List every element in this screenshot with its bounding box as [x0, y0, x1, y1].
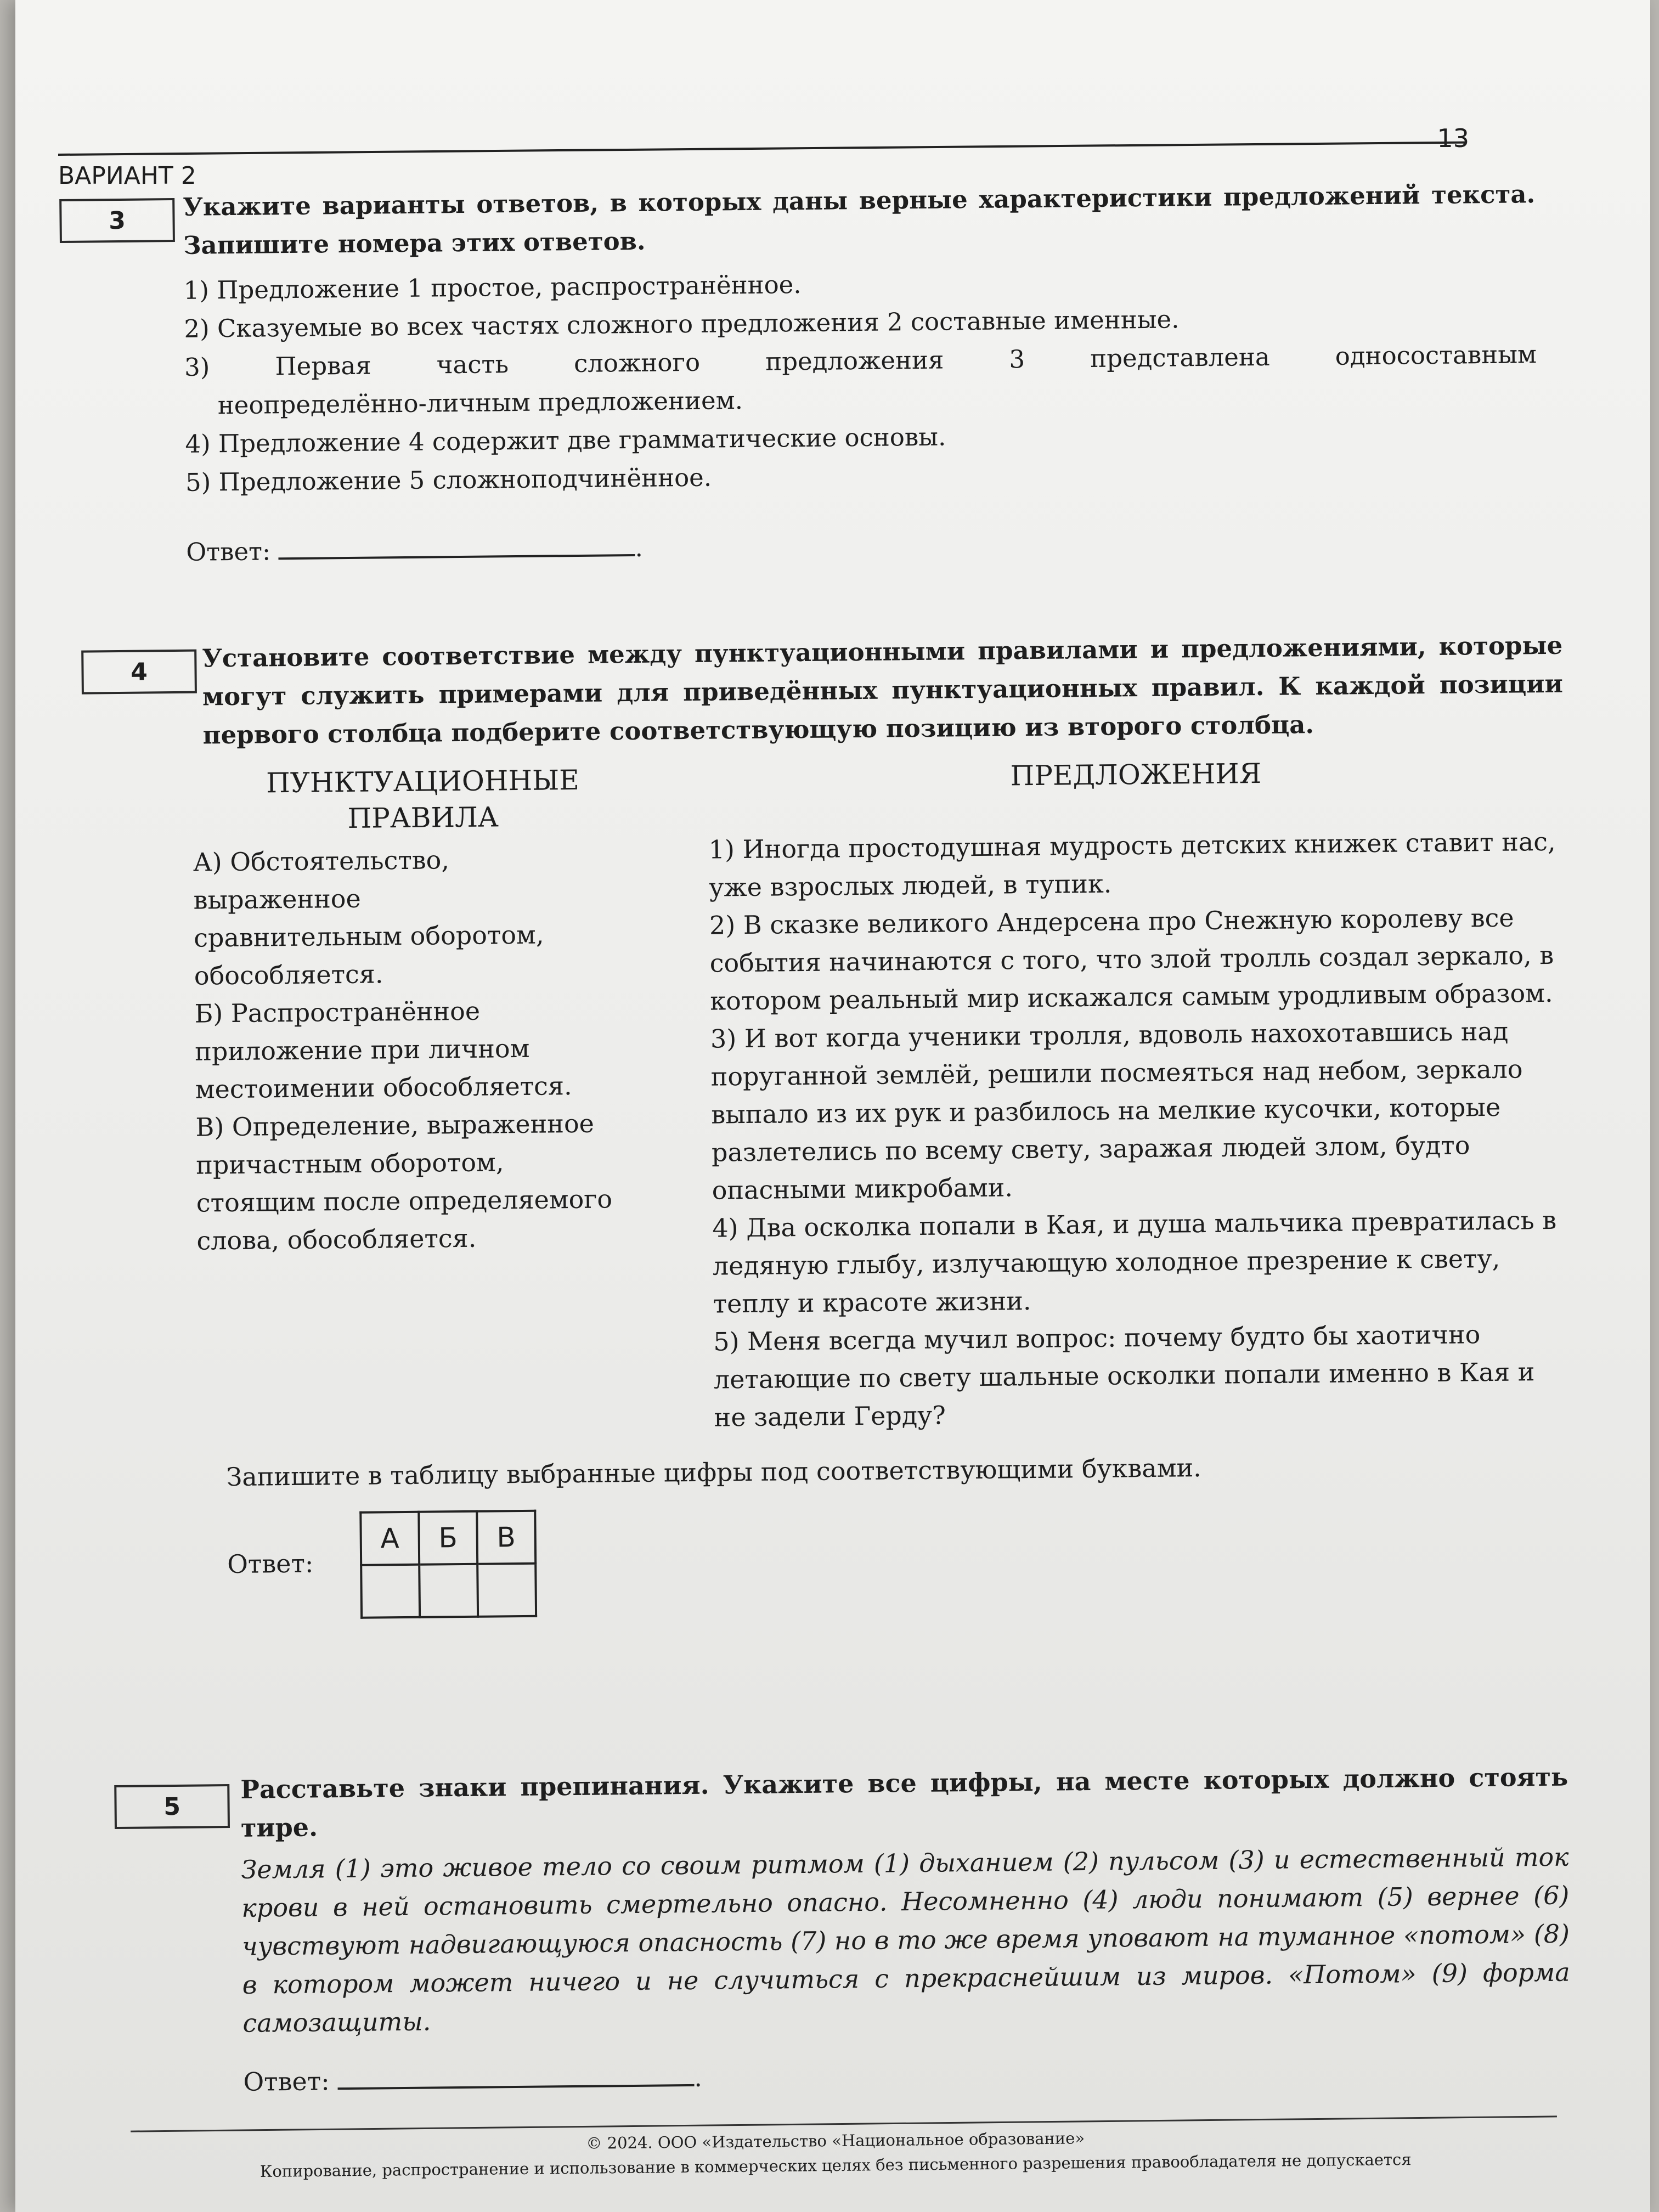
task-3-answer: Ответ: .: [186, 519, 1539, 572]
answer-cell-b[interactable]: [419, 1564, 478, 1617]
rule-a: А) Обстоятельство, выраженное сравнительным оборотом, обособляется.: [193, 845, 544, 991]
task-4: [59, 627, 1572, 1622]
task-4-number: 4: [81, 650, 197, 695]
task-5-prompt-dash: тире: [240, 1812, 309, 1843]
task-4-prompt: Установите соответствие между пунктуационными правилами и предложениями, которые могут служить примерами для приведённых пунктуационных правил. К каждой позиции первого столбца подберите соответствующую позицию из второго столбца.: [202, 630, 1564, 750]
task-5: [59, 1758, 1571, 2103]
task-4-table-instruction: Запишите в таблицу выбранные цифры под соответствующими буквами.: [226, 1453, 1202, 1492]
sentences-column: [708, 753, 1570, 1437]
answer-table-header-a: А: [360, 1512, 419, 1565]
task-3-option-3-cont: неопределённо-личным предложением.: [217, 386, 743, 420]
answer-table-header-b: Б: [419, 1511, 477, 1565]
task-5-number: 5: [114, 1784, 230, 1829]
task-3-option-5: 5) Предложение 5 сложноподчинённое.: [185, 462, 712, 497]
sentences-column-header: ПРЕДЛОЖЕНИЯ: [1010, 757, 1262, 792]
task-5-answer-field[interactable]: [337, 2058, 694, 2090]
task-5-prompt-bold: Расставьте знаки препинания.: [240, 1770, 709, 1804]
task-3-answer-label: Ответ:: [186, 537, 271, 567]
sentence-4: 4) Два осколка попали в Кая, и душа мальчика превратилась в ледяную глыбу, излучающую холодное презрение к свету, теплу и красоте жизни.: [712, 1205, 1557, 1319]
answer-cell-v[interactable]: [477, 1564, 536, 1617]
matching-columns: [192, 753, 1570, 1442]
sentence-5: 5) Меня всегда мучил вопрос: почему будто бы хаотично летающие по свету шальные осколки попали именно в Кая и не задели Герду?: [713, 1319, 1535, 1432]
rule-b: Б) Распространённое приложение при личном местоимении обособляется.: [194, 996, 572, 1104]
rules-header-line-2: ПРАВИЛА: [347, 801, 499, 834]
task-5-text: Земля (1) это живое тело со своим ритмом (1) дыханием (2) пульсом (3) и естественный ток крови в ней остановить смертельно опасно. Несомненно (4) люди понимают (5) вернее (6) чувствуют надвигающуюся опасность (7) но в то же время уповают на туманное «потом» (8) в котором может ничего и не случиться с прекраснейшим из миров. «Потом» (9) форма самозащиты.: [241, 1842, 1570, 2038]
task-3-prompt: Укажите варианты ответов, в которых даны верные характеристики предложений текста. Запишите номера этих ответов.: [183, 179, 1536, 260]
task-3-answer-field[interactable]: [278, 528, 635, 560]
answer-cell-a[interactable]: [361, 1565, 420, 1618]
task-5-answer-label: Ответ:: [243, 2066, 330, 2097]
task-5-answer: Ответ: .: [243, 2050, 1571, 2101]
sentence-3: 3) И вот когда ученики тролля, вдоволь нахохотавшись над поруганной землёй, решили посмеяться над небом, зеркало выпало из их рук и разбилось на мелкие кусочки, которые разлетелись по всему свету, заражая людей злом, будто опасными микробами.: [710, 1016, 1523, 1205]
rules-column-header: [192, 761, 653, 838]
footer-notice: Копирование, распространение и использование в коммерческих целях без письменного разрешения правообладателя не допускается: [259, 2150, 1412, 2181]
task-3-option-2: 2) Сказуемые во всех частях сложного предложения 2 составные именные.: [184, 304, 1180, 343]
answer-table: [359, 1510, 537, 1619]
sentence-1: 1) Иногда простодушная мудрость детских книжек ставит нас, уже взрослых людей, в тупик.: [708, 826, 1556, 902]
task-3-number: 3: [59, 198, 175, 243]
task-4-answer: [227, 1500, 1572, 1621]
footer-copyright: © 2024. ООО «Издательство «Национальное образование»: [586, 2129, 1085, 2153]
sentence-2: 2) В сказке великого Андерсена про Снежную королеву все события начинаются с того, что злой тролль создал зеркало, в котором реальный мир искажался самым уродливым образом.: [709, 902, 1554, 1016]
task-4-answer-label: Ответ:: [227, 1548, 314, 1579]
task-5-prompt-end: .: [308, 1812, 318, 1842]
task-3-option-4: 4) Предложение 4 содержит две грамматические основы.: [185, 422, 946, 459]
exam-page: [15, 0, 1650, 2212]
task-3-option-3: 3) Первая часть сложного предложения 3 представлена односоставным: [184, 340, 1537, 382]
header-rule: [58, 142, 1466, 156]
rules-column: [192, 761, 659, 1442]
variant-label: ВАРИАНТ 2: [58, 162, 196, 190]
task-5-prompt-rest: Укажите все цифры, на месте которых должно стоять: [709, 1762, 1568, 1800]
answer-table-header-v: В: [477, 1511, 535, 1564]
task-5-prompt: [240, 1758, 1568, 1847]
task-3: [59, 175, 1539, 573]
page-number: 13: [1437, 123, 1469, 153]
footer: [114, 2121, 1558, 2186]
task-3-option-1: 1) Предложение 1 простое, распространённое.: [183, 270, 802, 305]
rule-c: В) Определение, выраженное причастным оборотом, стоящим после определяемого слова, обособляется.: [195, 1108, 613, 1256]
rules-header-line-1: ПУНКТУАЦИОННЫЕ: [266, 764, 579, 799]
